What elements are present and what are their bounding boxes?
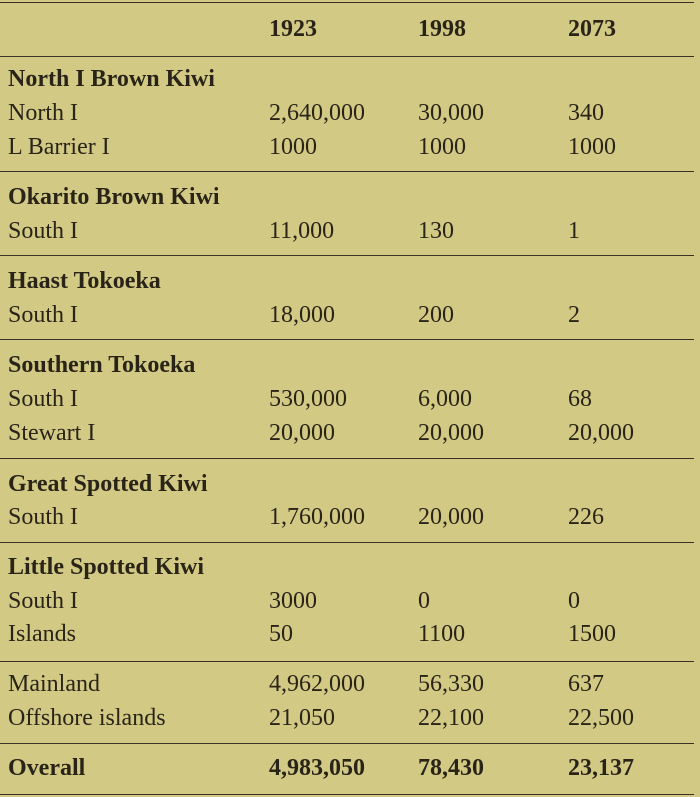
table-rule xyxy=(0,542,694,543)
group-title-row xyxy=(0,550,700,584)
value-1998: 130 xyxy=(418,218,454,244)
value-2073: 226 xyxy=(568,504,604,530)
table-rule xyxy=(0,661,694,662)
overall-2073: 23,137 xyxy=(568,755,634,781)
group-title: Okarito Brown Kiwi xyxy=(8,184,220,210)
value-2073: 1 xyxy=(568,218,580,244)
group-title: Little Spotted Kiwi xyxy=(8,554,204,580)
value-1998: 20,000 xyxy=(418,420,484,446)
row-label: South I xyxy=(8,218,79,244)
value-1998: 22,100 xyxy=(418,705,484,731)
value-1998: 6,000 xyxy=(418,386,472,412)
group-title-row xyxy=(0,264,700,298)
group-title-row xyxy=(0,180,700,214)
totals-row-offshore xyxy=(0,701,700,735)
table-row xyxy=(0,500,700,534)
header-year-2073: 2073 xyxy=(568,16,616,42)
row-label: South I xyxy=(8,302,79,328)
value-1998: 200 xyxy=(418,302,454,328)
row-label: North I xyxy=(8,100,78,126)
row-label: Mainland xyxy=(8,671,100,697)
value-2073: 1500 xyxy=(568,621,616,647)
row-label: Islands xyxy=(8,621,76,647)
row-label: Offshore islands xyxy=(8,705,166,731)
value-1998: 20,000 xyxy=(418,504,484,530)
overall-label: Overall xyxy=(8,755,86,781)
header-year-1998: 1998 xyxy=(418,16,466,42)
table-rule xyxy=(0,458,694,459)
row-label: South I xyxy=(8,386,79,412)
table-row xyxy=(0,130,700,164)
table-row xyxy=(0,584,700,618)
value-1998: 0 xyxy=(418,588,430,614)
value-1923: 18,000 xyxy=(269,302,335,328)
value-2073: 20,000 xyxy=(568,420,634,446)
overall-1923: 4,983,050 xyxy=(269,755,365,781)
table-rule xyxy=(0,171,694,172)
table-rule xyxy=(0,2,694,3)
value-1923: 11,000 xyxy=(269,218,335,244)
table-rule xyxy=(0,339,694,340)
value-1923: 2,640,000 xyxy=(269,100,365,126)
group-title: North I Brown Kiwi xyxy=(8,66,215,92)
value-1923: 530,000 xyxy=(269,386,347,412)
table-rule xyxy=(0,794,694,795)
group-title-row xyxy=(0,467,700,501)
group-title-row xyxy=(0,348,700,382)
group-title-row xyxy=(0,62,700,96)
table-row xyxy=(0,96,700,130)
row-label: Stewart I xyxy=(8,420,96,446)
value-2073: 0 xyxy=(568,588,580,614)
row-label: South I xyxy=(8,504,79,530)
header-row xyxy=(0,12,700,46)
value-1923: 20,000 xyxy=(269,420,335,446)
value-1923: 21,050 xyxy=(269,705,335,731)
value-1998: 30,000 xyxy=(418,100,484,126)
value-1923: 50 xyxy=(269,621,293,647)
value-1923: 4,962,000 xyxy=(269,671,365,697)
value-1998: 56,330 xyxy=(418,671,484,697)
table-row xyxy=(0,298,700,332)
row-label: L Barrier I xyxy=(8,134,110,160)
group-title: Haast Tokoeka xyxy=(8,268,161,294)
table-row xyxy=(0,617,700,651)
value-2073: 637 xyxy=(568,671,604,697)
value-2073: 68 xyxy=(568,386,592,412)
row-label: South I xyxy=(8,588,79,614)
value-2073: 340 xyxy=(568,100,604,126)
value-2073: 1000 xyxy=(568,134,616,160)
value-1923: 3000 xyxy=(269,588,317,614)
totals-row-mainland xyxy=(0,667,700,701)
overall-row xyxy=(0,751,700,785)
value-1923: 1,760,000 xyxy=(269,504,365,530)
overall-1998: 78,430 xyxy=(418,755,484,781)
table-rule xyxy=(0,743,694,744)
table-row xyxy=(0,416,700,450)
table-rule xyxy=(0,255,694,256)
table-row xyxy=(0,382,700,416)
table-row xyxy=(0,214,700,248)
value-2073: 22,500 xyxy=(568,705,634,731)
group-title: Southern Tokoeka xyxy=(8,352,196,378)
value-1998: 1100 xyxy=(418,621,466,647)
value-1923: 1000 xyxy=(269,134,317,160)
header-year-1923: 1923 xyxy=(269,16,317,42)
value-2073: 2 xyxy=(568,302,580,328)
group-title: Great Spotted Kiwi xyxy=(8,471,208,497)
value-1998: 1000 xyxy=(418,134,466,160)
table-rule xyxy=(0,56,694,57)
